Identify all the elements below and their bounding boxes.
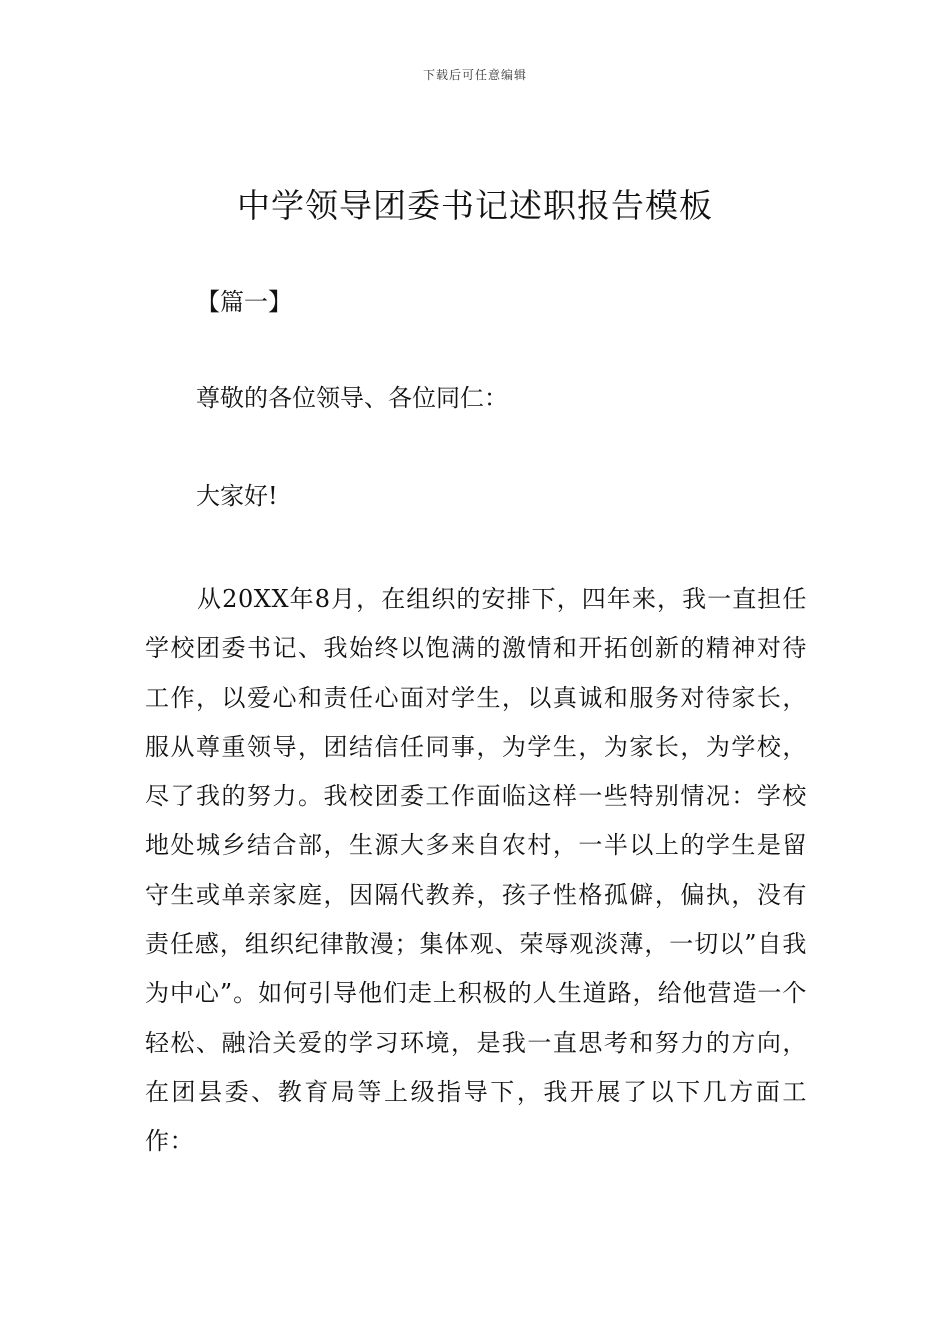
header-note: 下载后可任意编辑 bbox=[422, 68, 527, 82]
section-label: 【篇一】 bbox=[196, 288, 292, 316]
salutation: 尊敬的各位领导、各位同仁： bbox=[196, 384, 508, 412]
greeting: 大家好! bbox=[196, 482, 278, 510]
document-title: 中学领导团委书记述职报告模板 bbox=[237, 186, 713, 225]
body-paragraph: 从20XX年8月，在组织的安排下，四年来，我一直担任学校团委书记、我始终以饱满的激情和开拓创新的精神对待工作，以爱心和责任心面对学生，以真诚和服务对待家长，服从尊重领导，团结信任同事，为学生，为家长，为学校，尽了我的努力。我校团委工作面临这样一些特别情况：学校地处城乡结合部，生源大多来自农村，一半以上的学生是留守生或单亲家庭，因隔代教养，孩子性格孤僻，偏执，没有责任感，组织纪律散漫；集体观、荣辱观淡薄，一切以”自我为中心”。如何引导他们走上积极的人生道路，给他营造一个轻松、融洽关爱的学习环境，是我一直思考和努力的方向，在团县委、教育局等上级指导下，我开展了以下几方面工作： bbox=[145, 585, 807, 1156]
